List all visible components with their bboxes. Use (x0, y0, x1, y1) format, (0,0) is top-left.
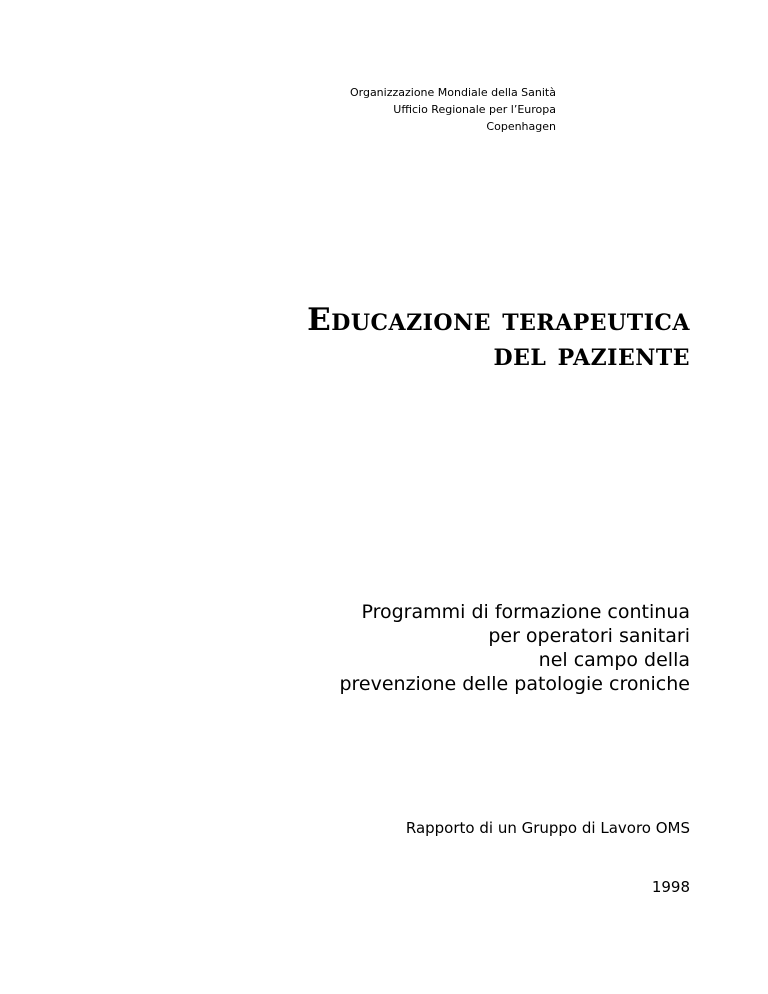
city: Copenhagen (486, 120, 556, 133)
report-description: Rapporto di un Gruppo di Lavoro OMS (405, 819, 690, 837)
document-title (307, 303, 690, 373)
document-subtitle (339, 600, 690, 696)
subtitle-line-1: Programmi di formazione continua (361, 601, 690, 623)
title-line-1: Educazione terapeutica (307, 302, 690, 338)
organization-name: Organizzazione Mondiale della Sanità (349, 86, 556, 99)
regional-office: Ufficio Regionale per l’Europa (393, 103, 556, 116)
title-line-2: del paziente (493, 337, 690, 373)
subtitle-line-3: nel campo della (538, 649, 690, 671)
publication-year: 1998 (651, 878, 690, 896)
subtitle-line-4: prevenzione delle patologie croniche (339, 673, 690, 695)
subtitle-line-2: per operatori sanitari (488, 625, 690, 647)
organization-header (350, 84, 556, 135)
